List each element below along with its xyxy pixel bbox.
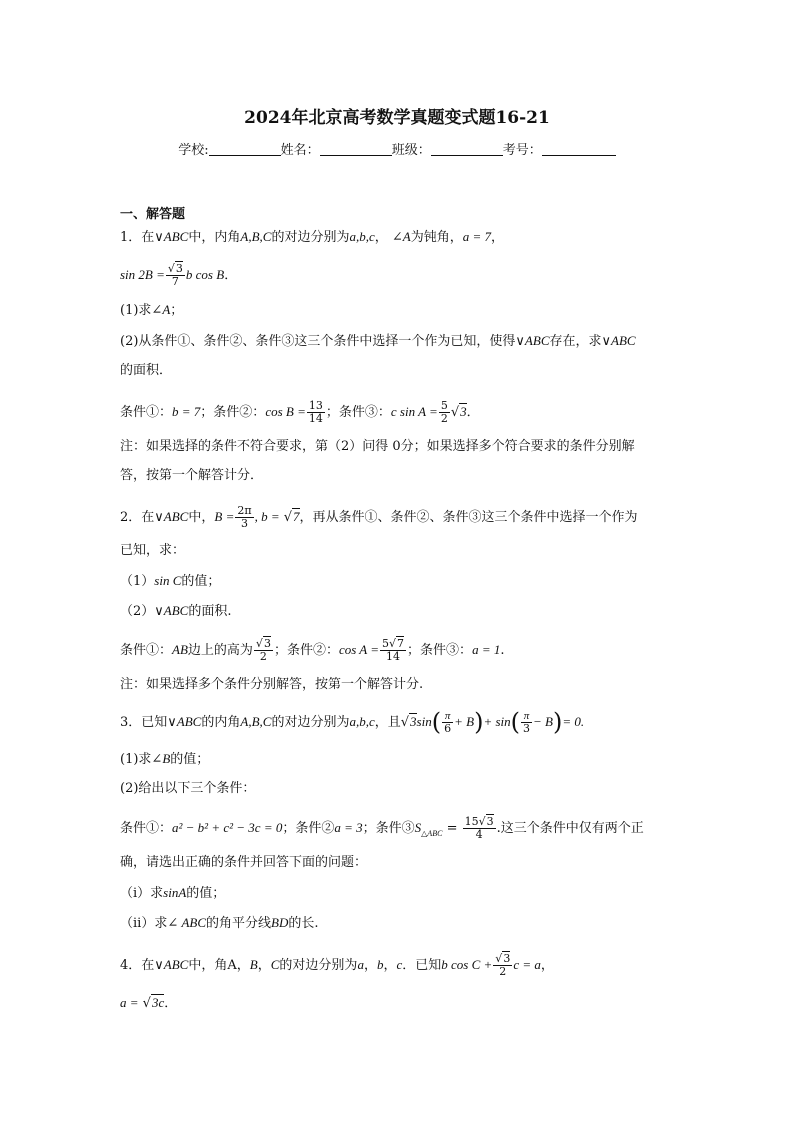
text-span: a,b,c (349, 714, 375, 729)
text-span: ；条件③： (325, 405, 391, 420)
text-span: b = 7 (172, 404, 201, 419)
text-span: 的值； (186, 886, 226, 901)
text-span: ∠A (151, 302, 171, 317)
text-span: 1．在 (120, 230, 155, 245)
text-span: ． (466, 405, 480, 420)
text-span: (1)求 (120, 303, 152, 318)
text-span: A (227, 958, 237, 973)
text-span: 14 (386, 650, 401, 663)
text-span: sin C (154, 573, 182, 588)
text-span: 3 (175, 262, 183, 275)
text-span: ． (224, 268, 238, 283)
text-span: a,b,c (349, 229, 375, 244)
text-span: 3．已知 (120, 715, 168, 730)
text-span: ； (170, 303, 184, 318)
q3-part1 (120, 750, 209, 769)
text-span: 5 (440, 399, 448, 412)
text-span: 为钝角， (410, 230, 463, 245)
text-span (493, 953, 512, 978)
text-span: 条件①： (120, 821, 173, 836)
text-span: ；条件②： (273, 643, 339, 658)
text-span (254, 638, 273, 663)
text-span: 中，内角 (188, 230, 241, 245)
text-span: c (396, 957, 403, 972)
text-span: √3 (255, 637, 271, 650)
text-span: ， (363, 958, 377, 973)
q3-part-i (120, 884, 225, 903)
text-span: . (500, 643, 505, 658)
text-span: − B (533, 714, 553, 729)
text-span: ∨ABC (154, 509, 189, 524)
text-span: 3 (503, 952, 511, 965)
text-span: 3 (240, 517, 248, 530)
text-span: 7 (171, 275, 179, 288)
text-span: 5 (382, 637, 390, 650)
q1-line2 (120, 263, 237, 288)
text-span: 15√3 (464, 815, 494, 828)
text-span (235, 505, 253, 530)
text-span (439, 400, 450, 425)
text-span: sin (416, 714, 432, 729)
text-span: , b = (254, 509, 280, 524)
text-span: a = 1 (472, 642, 501, 657)
text-span: cos B = (265, 404, 306, 419)
text-span: b cos B (185, 267, 225, 282)
q3-line1: 3．已知∨ABC的内角A,B,C的对边分别为a,b,c，且√3sin( $\frac{\pi}{6}$ + B)+ sin( $\frac{\pi}{3}$ − B)= 0. (120, 708, 585, 736)
text-span: 的对边分别为 (279, 958, 358, 973)
document-title: 2024年北京高考数学真题变式题16-21 (244, 108, 550, 128)
text-span: 中，角 (188, 958, 228, 973)
text-span: （ii）求 (120, 916, 168, 931)
q1-part1 (120, 301, 183, 320)
q1-part2-line1 (120, 332, 636, 351)
text-span: a = 7 (462, 229, 492, 244)
text-span: 2 (440, 412, 448, 425)
text-span: π (521, 710, 532, 723)
text-span: 的角平分线 (206, 916, 272, 931)
text-span: .这三个条件中仅有两个正 (496, 821, 644, 836)
text-span: ；条件③： (407, 643, 473, 658)
q2-note: 注：如果选择多个条件分别解答，按第一个解答计分. (120, 677, 424, 692)
text-span (380, 638, 406, 663)
class-label: 班级： (391, 143, 431, 158)
text-span: ， (236, 958, 250, 973)
text-span: A,B,C (240, 229, 272, 244)
text-span: ∠B (151, 751, 171, 766)
text-span: ∨ABC (154, 957, 189, 972)
text-span: 4．在 (120, 958, 155, 973)
text-span: 的长. (288, 916, 319, 931)
text-span: ∠A (391, 229, 411, 244)
text-span: ， (257, 958, 271, 973)
text-span: 5√7 (382, 637, 405, 650)
name-label: 姓名： (280, 143, 320, 158)
text-span: 3 (410, 714, 417, 729)
text-span: （i）求 (120, 886, 164, 901)
text-span: S (414, 820, 422, 835)
text-span: 条件①： (120, 643, 173, 658)
text-span: sin 2B = (120, 267, 165, 282)
text-span: C (270, 957, 280, 972)
text-span: 3 (486, 815, 494, 828)
text-span: + B (454, 714, 475, 729)
text-span: a (357, 957, 364, 972)
text-span: a = 3 (334, 820, 363, 835)
text-span: 3 (523, 722, 531, 735)
q3-line-choose: 确，请选出正确的条件并回答下面的问题： (120, 855, 368, 870)
text-span: ∨ABC (154, 229, 189, 244)
text-span: 3c (151, 995, 165, 1010)
school-label: 学校: (178, 143, 209, 158)
text-span: B = (214, 509, 235, 524)
text-span (307, 400, 325, 425)
q3-part2: (2)给出以下三个条件： (120, 781, 256, 796)
text-span: ∠ ABC (167, 915, 207, 930)
q1-conditions: 条件①：b = 7；条件②：cos B = $\frac{13}{14}$ ；条件③：c sin A = $\frac{5}{2}$ √3． (120, 399, 480, 425)
text-span: c = a (513, 957, 541, 972)
text-span: + sin (483, 714, 511, 729)
school-blank[interactable] (209, 143, 281, 156)
text-span: 15 (464, 815, 479, 828)
exam-no-label: 考号： (502, 143, 542, 158)
q2-part1 (120, 572, 220, 591)
text-span (463, 816, 496, 841)
student-info-line (0, 139, 794, 158)
text-span: 的值； (170, 752, 210, 767)
text-span: 3 (460, 404, 467, 419)
text-span: √3 (167, 262, 183, 275)
text-span: sinA (163, 885, 187, 900)
text-span: ) (474, 708, 484, 736)
q1-note-line2: 答，按第一个解答计分． (120, 468, 264, 483)
text-span: （1） (120, 574, 155, 589)
text-span: = 0. (562, 714, 585, 729)
text-span: ( (510, 708, 521, 736)
text-span: ， (383, 958, 397, 973)
q4-line1 (120, 953, 554, 978)
text-span: a² − b² + c² − 3c = 0 (172, 820, 283, 835)
text-span: a = (120, 995, 139, 1010)
text-span: ， (540, 958, 554, 973)
text-span: ． (164, 996, 178, 1011)
text-span: 3 (263, 637, 271, 650)
text-span: 存在，求 (549, 334, 602, 349)
text-span: ；条件② (282, 821, 335, 836)
q2-part2 (120, 602, 232, 621)
text-span: 14 (308, 412, 323, 425)
exam-no-blank[interactable] (542, 143, 616, 156)
text-span: 4 (475, 828, 483, 841)
text-span: π (442, 710, 453, 723)
text-span: 的面积. (188, 604, 232, 619)
text-span: A,B,C (240, 714, 272, 729)
text-span: 的对边分别为 (271, 230, 350, 245)
text-span: 中， (188, 510, 215, 525)
text-span: b (376, 957, 384, 972)
q4-line2: a = √3c． (120, 995, 178, 1011)
q2-line1: 2．在∨ABC中，B = $\frac{2\pi}{3}$ , b = √7，再从条件①、条件②、条件③这三个条件中选择一个作为 (120, 504, 638, 530)
text-span: ∨ABC (154, 603, 189, 618)
text-span: (2)从条件①、条件②、条件③这三个条件中选择一个作为已知，使得 (120, 334, 516, 349)
text-span: BD (271, 915, 289, 930)
text-span: 2π (237, 504, 252, 517)
q3-part-ii (120, 914, 319, 933)
text-span: ， (491, 230, 505, 245)
text-span: 6 (444, 722, 452, 735)
text-span: AB (172, 642, 188, 657)
text-span: ( (431, 708, 442, 736)
q1-part2-line2: 的面积． (120, 363, 173, 378)
text-span: ∨ABC (515, 333, 550, 348)
text-span: B (249, 957, 258, 972)
q2-line2: 已知，求： (120, 543, 186, 558)
class-blank[interactable] (431, 143, 503, 156)
section-heading: 一、解答题 (120, 207, 186, 222)
text-span (166, 263, 185, 288)
text-span: 2 (499, 965, 507, 978)
text-span: ；条件③ (362, 821, 415, 836)
text-span (442, 710, 453, 735)
q1-line1 (120, 228, 504, 247)
text-span: 的对边分别为 (271, 715, 350, 730)
text-span: ，且 (374, 715, 401, 730)
text-span: b cos C + (441, 957, 493, 972)
text-span: 的内角 (201, 715, 241, 730)
text-span: cos A = (338, 642, 380, 657)
text-span: 边上的高为 (187, 643, 253, 658)
text-span: 条件①： (120, 405, 173, 420)
text-span: ．已知 (402, 958, 442, 973)
text-span (521, 710, 532, 735)
text-span: 13 (308, 399, 323, 412)
text-span: 7 (293, 509, 300, 524)
text-span: 的值； (181, 574, 221, 589)
text-span: ，再从条件①、条件②、条件③这三个条件中选择一个作为 (299, 510, 638, 525)
q2-conditions (120, 638, 504, 663)
text-span: 2．在 (120, 510, 155, 525)
text-span: = (446, 821, 458, 836)
text-span: ；条件②： (200, 405, 266, 420)
text-span: c sin A = (390, 404, 438, 419)
text-span: (1)求 (120, 752, 152, 767)
text-span: ) (552, 708, 563, 736)
text-span: √3 (495, 952, 511, 965)
text-span: （2） (120, 604, 155, 619)
text-span: ， (374, 230, 388, 245)
text-span: ∨ABC (601, 333, 636, 348)
text-span: 2 (259, 650, 267, 663)
text-span: △ABC (421, 829, 443, 838)
name-blank[interactable] (320, 143, 392, 156)
q1-note-line1: 注：如果选择的条件不符合要求，第（2）问得 0分；如果选择多个符合要求的条件分别解 (120, 439, 635, 454)
text-span: 7 (397, 637, 405, 650)
q3-conditions (120, 816, 644, 843)
text-span: ∨ABC (167, 714, 202, 729)
